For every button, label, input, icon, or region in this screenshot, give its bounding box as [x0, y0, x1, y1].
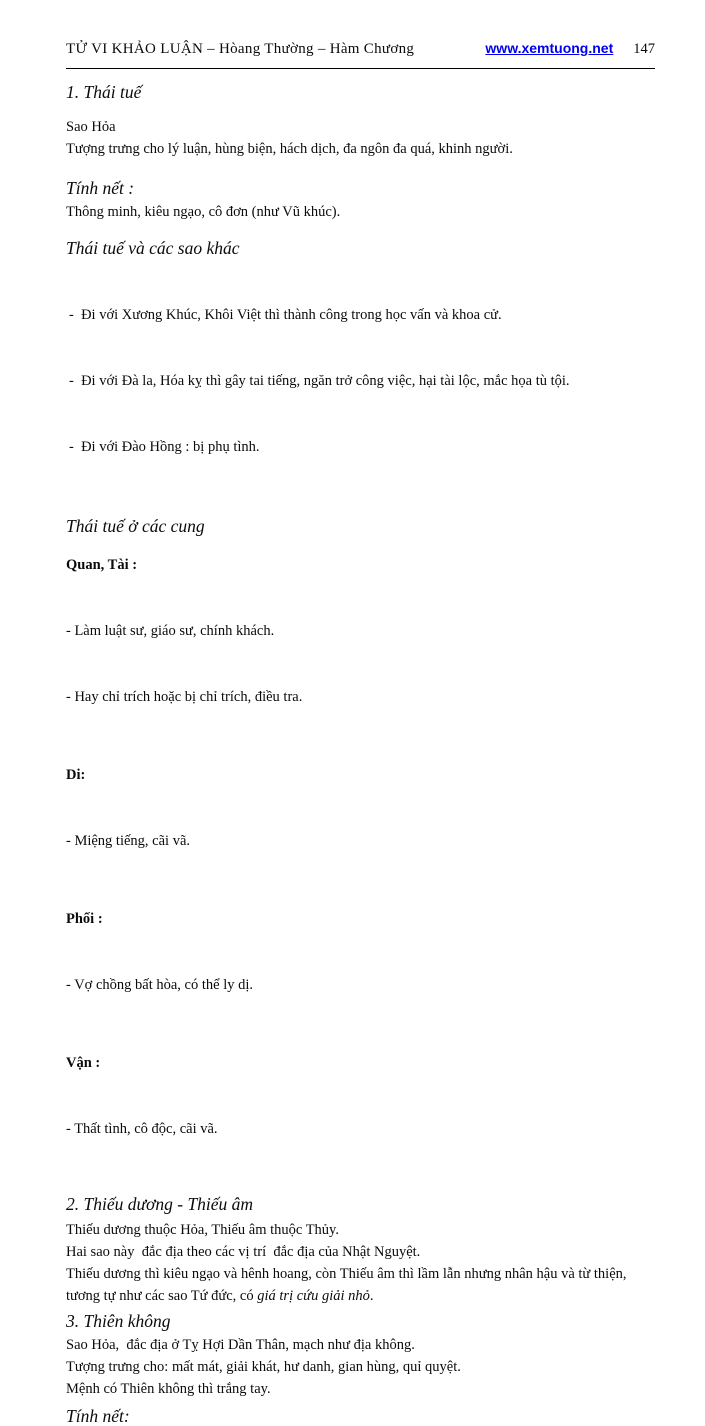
header-right [485, 40, 655, 58]
label-di: Di: [66, 767, 86, 783]
paragraph: - Thất tình, cô độc, cãi vã. [66, 1121, 218, 1137]
paragraph: Sao Hỏa, đắc địa ở Tỵ Hợi Dần Thân, mạch như địa không. [66, 1337, 415, 1353]
section-heading-thien-khong: 3. Thiên không [66, 1311, 171, 1331]
page-number: 147 [633, 41, 655, 57]
text-run: tương tự như các sao Tứ đức, có [66, 1288, 258, 1304]
header-divider [66, 68, 655, 69]
paragraph: Mệnh có Thiên không thì trắng tay. [66, 1381, 271, 1397]
paragraph: Thiếu dương thì kiêu ngạo và hênh hoang, còn Thiếu âm thì lầm lẫn nhưng nhân hậu và từ thiện, [66, 1266, 627, 1282]
paragraph-with-italic [66, 1285, 655, 1307]
section-thai-tue-intro [66, 116, 655, 160]
list-item: - Đi với Đà la, Hóa kỵ thì gây tai tiếng, ngăn trở công việc, hại tài lộc, mắc họa tù tội. [69, 373, 570, 389]
paragraph: Hai sao này đắc địa theo các vị trí đắc địa của Nhật Nguyệt. [66, 1244, 421, 1260]
section-thieu-duong-body [66, 1219, 655, 1307]
label-van: Vận : [66, 1055, 101, 1071]
section-heading-thieu-duong: 2. Thiếu dương - Thiếu âm [66, 1194, 254, 1214]
list-item: - Đi với Đào Hồng : bị phụ tình. [69, 439, 260, 455]
paragraph: Thiếu dương thuộc Hỏa, Thiếu âm thuộc Thủy. [66, 1222, 339, 1238]
section-thien-khong-body [66, 1334, 655, 1400]
lines-phoi [66, 930, 655, 1040]
subheading-cung: Thái tuế ở các cung [66, 516, 205, 536]
website-link[interactable]: www.xemtuong.net [485, 40, 614, 56]
list-item: - Đi với Xương Khúc, Khôi Việt thì thành công trong học vấn và khoa cử. [69, 307, 502, 323]
italic-text-run: giá trị cứu giải nhỏ [257, 1288, 370, 1304]
subheading-tinh-net: Tính nết : [66, 178, 135, 198]
section-heading-thai-tue: 1. Thái tuế [66, 82, 142, 102]
paragraph-symbolism: Tượng trưng cho lý luận, hùng biện, hách dịch, đa ngôn đa quá, khinh người. [66, 141, 513, 157]
paragraph: - Miệng tiếng, cãi vã. [66, 833, 191, 849]
subheading-tinh-net-bottom: Tính nết: [66, 1406, 130, 1426]
subheading-other-stars: Thái tuế và các sao khác [66, 238, 240, 258]
lines-quan-tai [66, 576, 655, 752]
label-quan-tai: Quan, Tài : [66, 557, 138, 573]
book-title: TỬ VI KHẢO LUẬN – Hòang Thường – Hàm Chương [66, 41, 415, 57]
paragraph: - Hay chỉ trích hoặc bị chỉ trích, điều tra. [66, 689, 303, 705]
paragraph: - Làm luật sư, giáo sư, chính khách. [66, 623, 275, 639]
paragraph: - Vợ chồng bất hòa, có thể ly dị. [66, 977, 253, 993]
label-phoi: Phối : [66, 911, 103, 927]
paragraph-tinh-net: Thông minh, kiêu ngạo, cô đơn (như Vũ khúc). [66, 204, 341, 220]
text-run: . [369, 1288, 374, 1304]
paragraph: Tượng trưng cho: mất mát, giải khát, hư danh, gian hùng, quỉ quyệt. [66, 1359, 461, 1375]
lines-di [66, 786, 655, 896]
paragraph-sao-hoa: Sao Hỏa [66, 119, 116, 135]
other-stars-list [66, 260, 655, 502]
lines-van [66, 1074, 655, 1184]
page-header [66, 40, 655, 58]
